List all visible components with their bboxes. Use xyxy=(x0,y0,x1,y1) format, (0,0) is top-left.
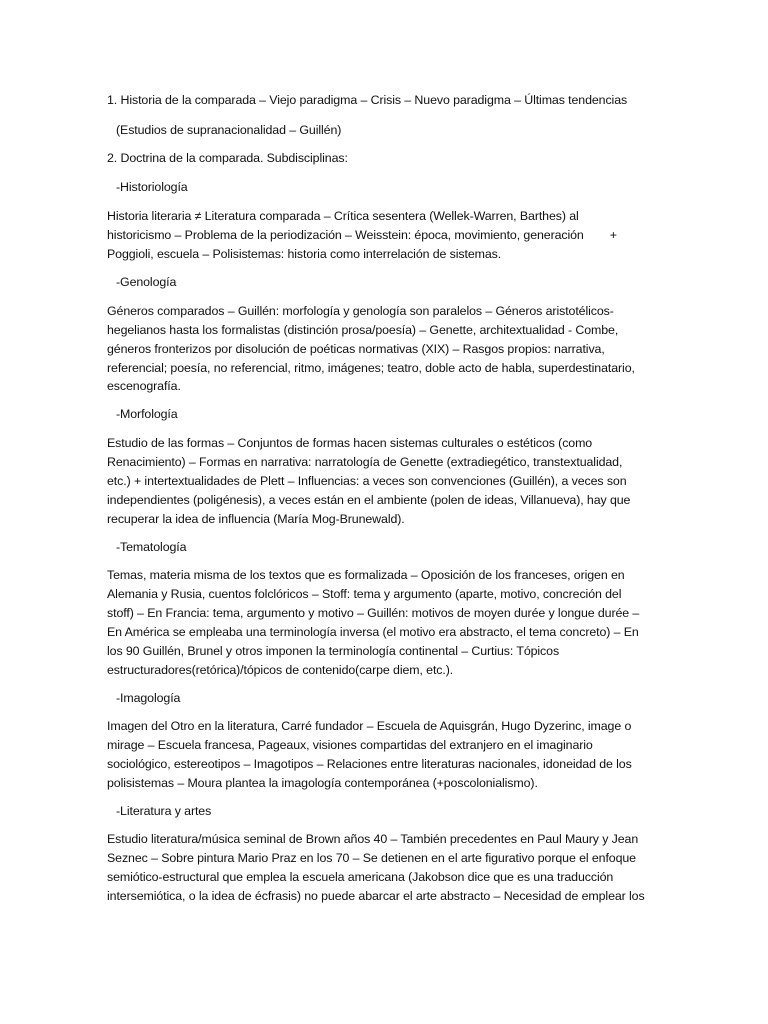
paragraph-text: historicismo – Problema de la periodización – Weisstein: época, movimiento, generación xyxy=(107,228,584,242)
paragraph-line: intersemiótica, o la idea de écfrasis) no puede abarcar el arte abstracto – Necesidad de emplear los xyxy=(107,889,645,903)
paragraph-line: sociológico, estereotipos – Imagotipos – Relaciones entre literaturas nacionales, idoneidad de los xyxy=(107,757,632,771)
subheading-imagologia: -Imagología xyxy=(116,691,181,705)
paragraph-line: recuperar la idea de influencia (María Mog-Brunewald). xyxy=(107,512,405,526)
section-note: (Estudios de supranacionalidad – Guillén) xyxy=(116,123,342,137)
paragraph-line: los 90 Guillén, Brunel y otros imponen la terminología continental – Curtius: Tópicos xyxy=(107,644,560,658)
subheading-morfologia: -Morfología xyxy=(116,407,178,421)
paragraph-line: Estudio de las formas – Conjuntos de formas hacen sistemas culturales o estéticos (como xyxy=(107,436,593,450)
paragraph-line: Temas, materia misma de los textos que es formalizada – Oposición de los franceses, origen en xyxy=(107,568,625,582)
paragraph-line: referencial; poesía, no referencial, ritmo, imágenes; teatro, doble acto de habla, superdestinatario, xyxy=(107,361,635,375)
paragraph-line: semiótico-estructural que emplea la escuela americana (Jakobson dice que es una traducción xyxy=(107,870,614,884)
paragraph-line: mirage – Escuela francesa, Pageaux, visiones compartidas del extranjero en el imaginario xyxy=(107,738,593,752)
paragraph-line: Imagen del Otro en la literatura, Carré fundador – Escuela de Aquisgrán, Hugo Dyzerinc, image o xyxy=(107,719,632,733)
paragraph-line: Géneros comparados – Guillén: morfología y genología son paralelos – Géneros aristotélicos- xyxy=(107,304,614,318)
paragraph-line: Renacimiento) – Formas en narrativa: narratología de Genette (extradiegético, transtextualidad, xyxy=(107,455,623,469)
subheading-historiologia: -Historiología xyxy=(116,180,188,194)
subheading-genologia: -Genología xyxy=(116,275,177,289)
paragraph-line: escenografía. xyxy=(107,379,181,393)
paragraph-line: polisistemas – Moura plantea la imagología contemporánea (+poscolonialismo). xyxy=(107,776,538,790)
subheading-tematologia: -Tematología xyxy=(116,540,187,554)
paragraph-line: etc.) + intertextualidades de Plett – Influencias: a veces son convenciones (Guillén), a veces son xyxy=(107,474,627,488)
paragraph-line: Poggioli, escuela – Polisistemas: historia como interrelación de sistemas. xyxy=(107,247,502,261)
paragraph-line: estructuradores(retórica)/tópicos de contenido(carpe diem, etc.). xyxy=(107,663,454,677)
paragraph-line: géneros fronterizos por disolución de poéticas normativas (XIX) – Rasgos propios: narrativa, xyxy=(107,342,605,356)
plus-sign: + xyxy=(609,228,617,242)
paragraph-line xyxy=(107,226,617,245)
paragraph-line: Estudio literatura/música seminal de Brown años 40 – También precedentes en Paul Maury y Jean xyxy=(107,832,639,846)
paragraph-line: En América se empleaba una terminología inversa (el motivo era abstracto, el tema concreto) – En xyxy=(107,625,639,639)
paragraph-line: hegelianos hasta los formalistas (distinción prosa/poesía) – Genette, architextualidad - Combe, xyxy=(107,323,619,337)
subheading-literatura-y-artes: -Literatura y artes xyxy=(116,804,212,818)
section-heading-2: 2. Doctrina de la comparada. Subdisciplinas: xyxy=(107,151,348,165)
section-heading-1: 1. Historia de la comparada – Viejo paradigma – Crisis – Nuevo paradigma – Últimas tendencias xyxy=(107,93,628,107)
paragraph-line: Alemania y Rusia, cuentos folclóricos – Stoff: tema y argumento (aparte, motivo, concreción del xyxy=(107,587,622,601)
paragraph-line: Seznec – Sobre pintura Mario Praz en los 70 – Se detienen en el arte figurativo porque el enfoque xyxy=(107,851,636,865)
paragraph-line: independientes (poligénesis), a veces están en el ambiente (polen de ideas, Villanueva), hay que xyxy=(107,493,631,507)
paragraph-line: Historia literaria ≠ Literatura comparada – Crítica sesentera (Wellek-Warren, Barthes) al xyxy=(107,209,579,223)
paragraph-line: stoff) – En Francia: tema, argumento y motivo – Guillén: motivos de moyen durée y longue durée – xyxy=(107,606,640,620)
